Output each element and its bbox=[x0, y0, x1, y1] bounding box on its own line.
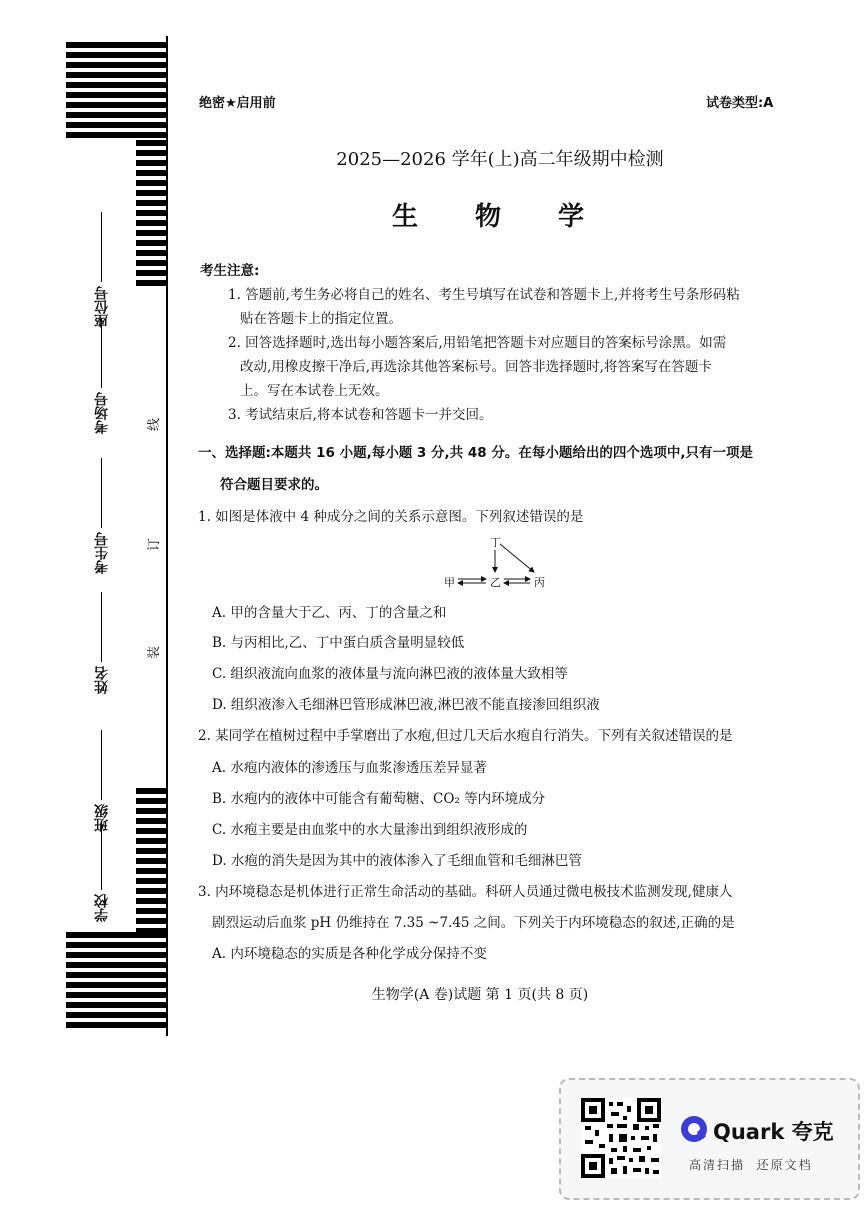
seal-char-zhuang: 装 bbox=[147, 645, 163, 660]
subject-title: 生 物 学 bbox=[391, 202, 609, 232]
binding-stripe bbox=[66, 82, 166, 88]
binding-stripe bbox=[136, 908, 166, 914]
notice-item: 2. 回答选择题时,选出每小题答案后,用铅笔把答题卡对应题目的答案标号涂黑。如需 bbox=[228, 335, 727, 351]
binding-stripe bbox=[66, 1022, 166, 1028]
binding-stripe bbox=[136, 250, 166, 256]
question-2-option-c: C. 水疱主要是由血浆中的水大量渗出到组织液形成的 bbox=[212, 822, 528, 838]
arrow-ding-bing bbox=[500, 544, 534, 572]
binding-stripe bbox=[136, 170, 166, 176]
question-3-stem: 3. 内环境稳态是机体进行正常生命活动的基础。科研人员通过微电极技术监测发现,健康人 bbox=[198, 884, 733, 900]
binding-stripe bbox=[136, 160, 166, 166]
binding-line bbox=[166, 36, 168, 1036]
notice-item: 贴在答题卡上的指定位置。 bbox=[240, 311, 402, 327]
seal-char-line: 线 bbox=[147, 417, 163, 432]
binding-stripe bbox=[136, 230, 166, 236]
binding-stripe bbox=[66, 102, 166, 108]
binding-stripe bbox=[136, 788, 166, 794]
binding-stripe bbox=[136, 828, 166, 834]
question-1-option-d: D. 组织液渗入毛细淋巴管形成淋巴液,淋巴液不能直接渗回组织液 bbox=[212, 697, 600, 713]
binding-stripe bbox=[66, 1002, 166, 1008]
binding-stripe bbox=[66, 982, 166, 988]
binding-label-school: 学校 bbox=[92, 820, 112, 922]
binding-stripe bbox=[136, 150, 166, 156]
diagram-label-ding: 丁 bbox=[490, 536, 501, 549]
binding-stripe bbox=[136, 200, 166, 206]
question-1-option-a: A. 甲的含量大于乙、丙、丁的含量之和 bbox=[212, 605, 447, 621]
binding-stripe bbox=[136, 848, 166, 854]
binding-label-room: 考场号 bbox=[92, 318, 112, 434]
notice-item: 3. 考试结束后,将本试卷和答题卡一并交回。 bbox=[228, 407, 493, 423]
binding-stripe bbox=[136, 270, 166, 276]
exam-title: 2025—2026 学年(上)高二年级期中检测 bbox=[336, 149, 664, 170]
binding-stripe bbox=[136, 140, 166, 146]
binding-stripe bbox=[66, 992, 166, 998]
question-2-option-a: A. 水疱内液体的渗透压与血浆渗透压差异显著 bbox=[212, 760, 487, 776]
binding-stripe bbox=[66, 932, 166, 938]
binding-stripe bbox=[136, 190, 166, 196]
binding-stripe bbox=[136, 878, 166, 884]
binding-stripe bbox=[136, 280, 166, 286]
question-3-stem-cont: 剧烈运动后血浆 pH 仍维持在 7.35 ~7.45 之间。下列关于内环境稳态的叙述,正确的是 bbox=[212, 915, 735, 931]
binding-stripe bbox=[136, 888, 166, 894]
binding-label-candidate: 考生号 bbox=[92, 458, 112, 574]
binding-stripe bbox=[136, 240, 166, 246]
binding-stripe bbox=[136, 898, 166, 904]
binding-label-class: 班级 bbox=[92, 730, 112, 832]
section-heading-cont: 符合题目要求的。 bbox=[220, 477, 328, 493]
diagram-label-bing: 丙 bbox=[534, 576, 545, 589]
diagram-label-jia: 甲 bbox=[444, 576, 455, 589]
binding-stripe bbox=[136, 798, 166, 804]
question-1-stem: 1. 如图是体液中 4 种成分之间的关系示意图。下列叙述错误的是 bbox=[198, 509, 584, 525]
question-3-option-a: A. 内环境稳态的实质是各种化学成分保持不变 bbox=[212, 946, 487, 962]
binding-stripe bbox=[66, 942, 166, 948]
seal-char-ding: 订 bbox=[147, 537, 163, 552]
binding-stripe bbox=[136, 210, 166, 216]
notice-title: 考生注意: bbox=[200, 263, 260, 279]
binding-label-name: 姓名 bbox=[92, 592, 112, 694]
body-fluid-diagram bbox=[442, 534, 552, 594]
paper-type: 试卷类型:A bbox=[706, 96, 774, 111]
question-2-option-b: B. 水疱内的液体中可能含有葡萄糖、CO₂ 等内环境成分 bbox=[212, 791, 546, 807]
binding-stripe bbox=[66, 72, 166, 78]
quark-tagline: 高清扫描 还原文档 bbox=[689, 1158, 813, 1172]
question-1-option-b: B. 与丙相比,乙、丁中蛋白质含量明显较低 bbox=[212, 635, 465, 651]
question-2-option-d: D. 水疱的消失是因为其中的液体渗入了毛细血管和毛细淋巴管 bbox=[212, 853, 582, 869]
binding-stripe bbox=[136, 918, 166, 924]
section-heading: 一、选择题:本题共 16 小题,每小题 3 分,共 48 分。在每小题给出的四个选项中,只有一项是 bbox=[198, 445, 753, 461]
question-2-stem: 2. 某同学在植树过程中手掌磨出了水疱,但过几天后水疱自行消失。下列有关叙述错误的是 bbox=[198, 728, 733, 744]
binding-stripe bbox=[66, 952, 166, 958]
binding-stripe bbox=[66, 92, 166, 98]
notice-item: 改动,用橡皮擦干净后,再选涂其他答案标号。回答非选择题时,将答案写在答题卡 bbox=[240, 359, 712, 375]
quark-brand: Quark 夸克 bbox=[713, 1120, 834, 1144]
binding-stripe bbox=[136, 838, 166, 844]
binding-stripe bbox=[66, 62, 166, 68]
binding-stripe bbox=[136, 220, 166, 226]
notice-item: 1. 答题前,考生务必将自己的姓名、考生号填写在试卷和答题卡上,并将考生号条形码粘 bbox=[228, 287, 740, 303]
binding-stripe bbox=[136, 808, 166, 814]
binding-stripe bbox=[66, 42, 166, 48]
binding-stripe bbox=[136, 260, 166, 266]
notice-item: 上。写在本试卷上无效。 bbox=[240, 383, 389, 399]
diagram-label-yi: 乙 bbox=[490, 576, 501, 589]
binding-stripe bbox=[136, 180, 166, 186]
confidential-label: 绝密★启用前 bbox=[199, 96, 276, 111]
quark-logo-icon bbox=[679, 1114, 709, 1144]
binding-stripe bbox=[66, 962, 166, 968]
question-1-option-c: C. 组织液流向血浆的液体量与流向淋巴液的液体量大致相等 bbox=[212, 666, 568, 682]
binding-stripe bbox=[66, 1012, 166, 1018]
qr-code-icon bbox=[581, 1098, 661, 1178]
binding-stripe bbox=[66, 132, 166, 138]
binding-stripe bbox=[66, 112, 166, 118]
page-footer: 生物学(A 卷)试题 第 1 页(共 8 页) bbox=[371, 987, 589, 1003]
binding-stripe bbox=[136, 818, 166, 824]
binding-stripe bbox=[66, 122, 166, 128]
binding-stripe bbox=[66, 52, 166, 58]
quark-watermark bbox=[559, 1078, 860, 1200]
binding-stripe bbox=[66, 972, 166, 978]
binding-stripe bbox=[136, 858, 166, 864]
binding-label-seat: 座位号 bbox=[92, 212, 112, 328]
binding-stripe bbox=[136, 868, 166, 874]
